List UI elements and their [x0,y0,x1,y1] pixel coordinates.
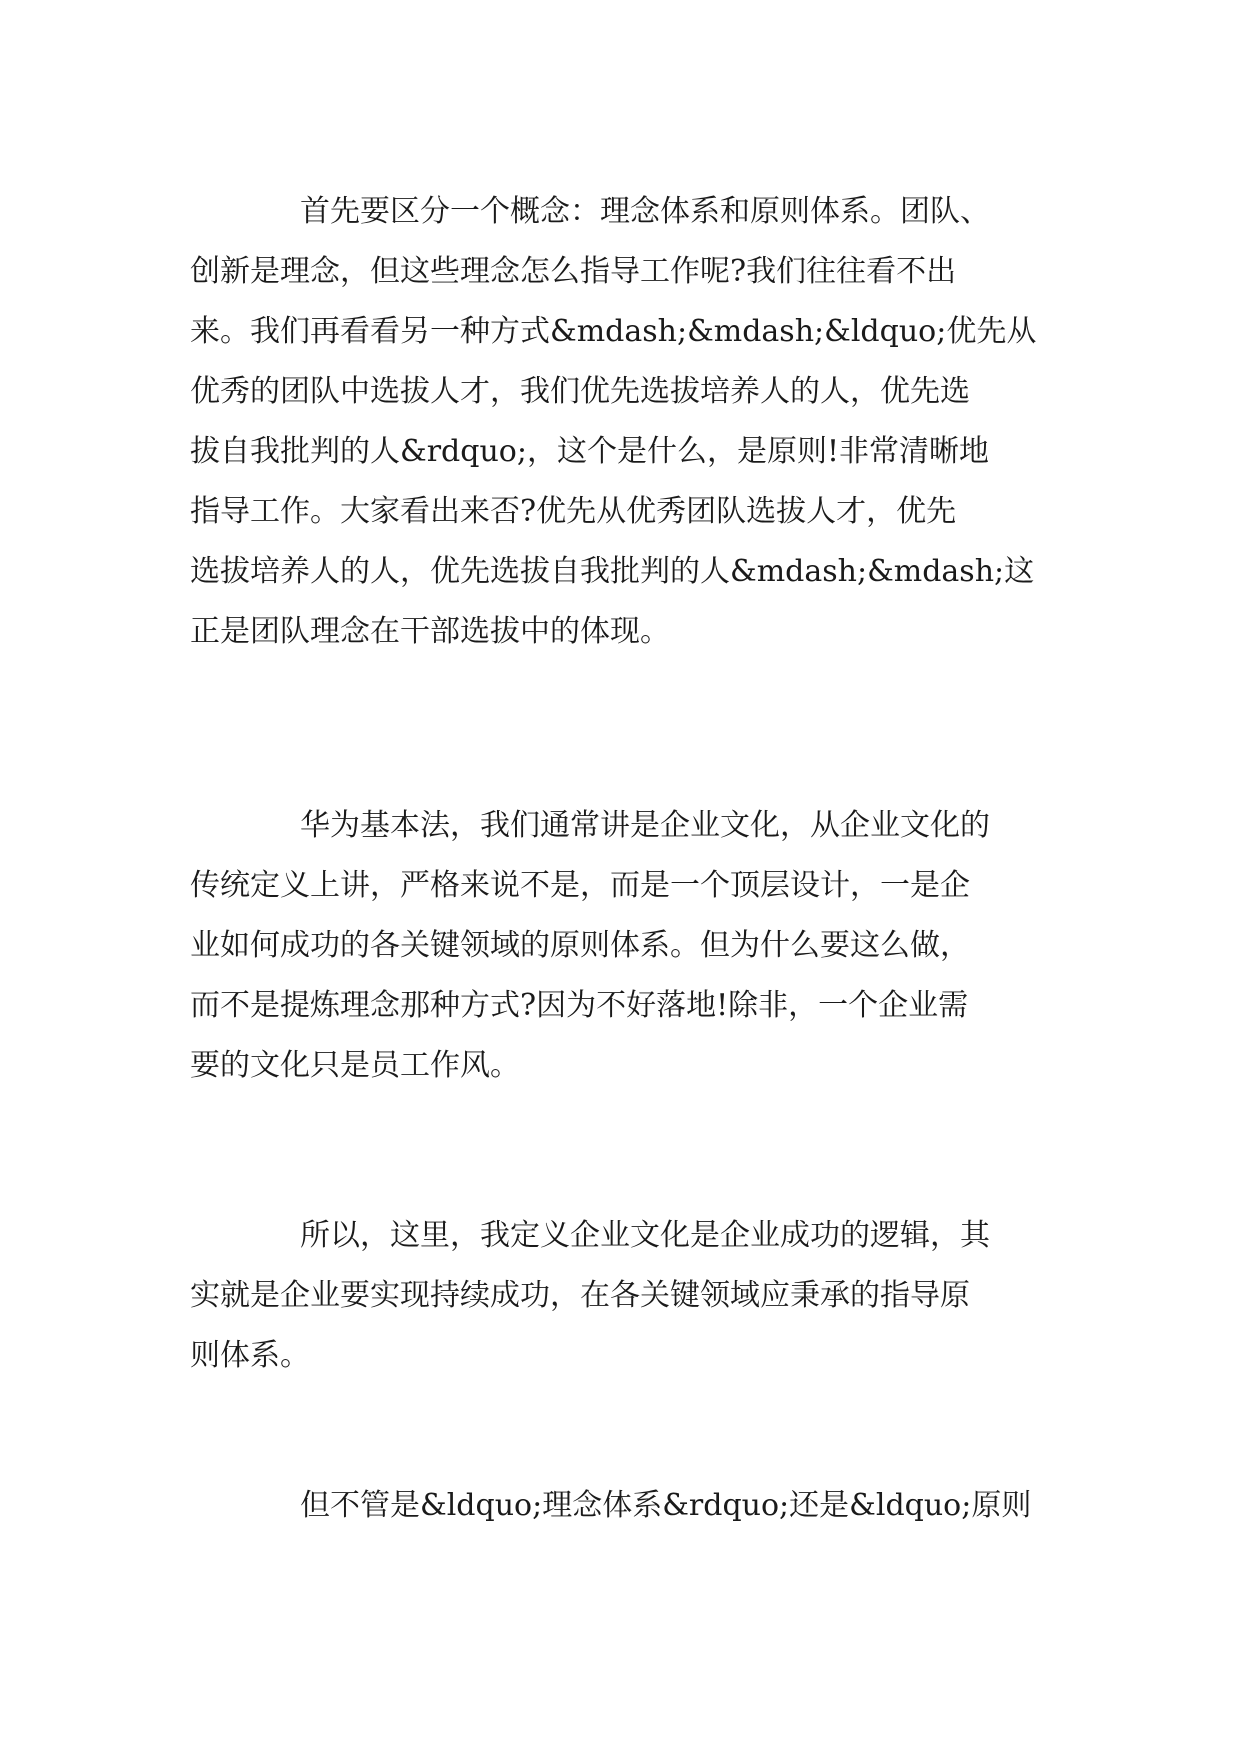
text-line: 选拔培养人的人，优先选拔自我批判的人&mdash;&mdash;这 [190,554,1035,589]
text-line: 创新是理念，但这些理念怎么指导工作呢?我们往往看不出 [190,254,957,289]
text-line: 传统定义上讲，严格来说不是，而是一个顶层设计，一是企 [190,868,970,903]
text-line: 华为基本法，我们通常讲是企业文化，从企业文化的 [300,808,990,843]
text-line: 优秀的团队中选拔人才，我们优先选拔培养人的人，优先选 [190,374,970,409]
text-line: 但不管是&ldquo;理念体系&rdquo;还是&ldquo;原则 [300,1488,1032,1523]
paragraph-principle-vs-concept [190,182,1070,662]
text-line: 所以，这里，我定义企业文化是企业成功的逻辑，其 [300,1218,990,1253]
text-line: 指导工作。大家看出来否?优先从优秀团队选拔人才，优先 [190,494,957,529]
text-line: 拔自我批判的人&rdquo;，这个是什么，是原则!非常清晰地 [190,434,989,469]
text-line: 实就是企业要实现持续成功，在各关键领域应秉承的指导原 [190,1278,970,1313]
text-line: 而不是提炼理念那种方式?因为不好落地!除非，一个企业需 [190,988,969,1023]
text-line: 来。我们再看看另一种方式&mdash;&mdash;&ldquo;优先从 [190,314,1037,349]
paragraph-huawei-basic-law [190,796,1070,1096]
paragraph-culture-definition [190,1206,1070,1386]
text-line: 业如何成功的各关键领域的原则体系。但为什么要这么做， [190,928,970,963]
text-line: 首先要区分一个概念：理念体系和原则体系。团队、 [300,194,990,229]
paragraph-continued [190,1476,1070,1536]
text-line: 要的文化只是员工作风。 [190,1048,520,1083]
text-line: 则体系。 [190,1338,310,1373]
text-line: 正是团队理念在干部选拔中的体现。 [190,614,670,649]
